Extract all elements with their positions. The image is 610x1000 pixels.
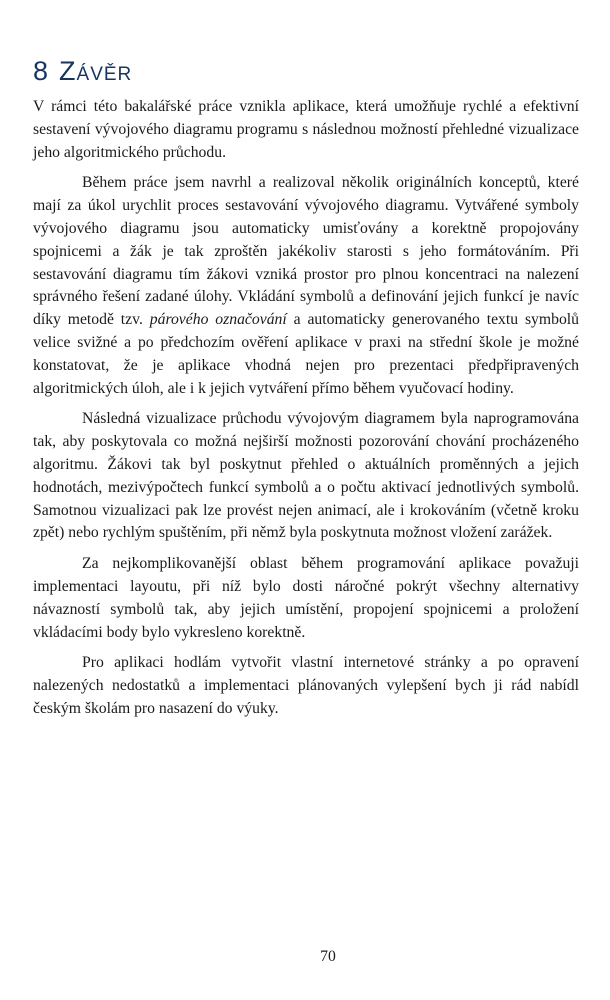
chapter-number: 8 (33, 56, 50, 86)
emphasized-term: párového označování (149, 311, 287, 329)
paragraph-future: Pro aplikaci hodlám vytvořit vlastní internetové stránky a po opravení nalezených nedostatků a implementaci plánovaných vylepšení bych ji rád nabídl českým školám pro nasazení do výuky. (33, 654, 579, 717)
page-number: 70 (320, 948, 336, 965)
document-page (33, 0, 579, 1000)
paragraph-layout: Za nejkomplikovanější oblast během programování aplikace považuji implementaci layoutu, při níž bylo dosti náročné pokrýt všechny alternativy návazností symbolů tak, aby jejich umístění, propojení spojnicemi a proložení vkládacími body bylo vykresleno korektně. (33, 555, 579, 641)
chapter-heading (33, 56, 132, 87)
paragraph-visualization: Následná vizualizace průchodu vývojovým diagramem byla naprogramována tak, aby poskytovala co možná nejširší možnosti pozorování chování procházeného algoritmu. Žákovi tak byl poskytnut přehled o aktuálních proměnných a jejich hodnotách, mezivýpočtech funkcí symbolů a o počtu aktivací jednotlivých symbolů. Samotnou vizualizaci pak lze provést nejen animací, ale i krokováním (včetně kroku zpět) nebo rychlým spuštěním, při němž byla poskytnuta možnost vložení zarážek. (33, 410, 579, 542)
paragraph-intro: V rámci této bakalářské práce vznikla aplikace, která umožňuje rychlé a efektivní sestavení vývojového diagramu programu s následnou možností přehledné vizualizace jeho algoritmického průchodu. (33, 98, 579, 161)
paragraph-concepts-text-after: a automaticky generovaného textu symbolů velice svižné a po předchozím ověření aplikace v praxi na střední škole je možné konstatovat, že je aplikace vhodná nejen pro prezentaci předpřipravených algoritmických úloh, ale i k jejich vytváření přímo během vyučovací hodiny. (33, 311, 579, 397)
paragraph-concepts-text-before: Během práce jsem navrhl a realizoval několik originálních konceptů, které mají za úkol urychlit proces sestavování vývojového diagramu. Vytvářené symboly vývojového diagramu jsou automaticky umisťovány a korektně propojovány spojnicemi a žák je tak zproštěn jakékoliv starosti s jeho formátováním. Při sestavování diagramu tím žákovi vzniká prostor pro plnou koncentraci na nalezení správného řešení zadané úlohy. Vkládání symbolů a definování jejich funkcí je navíc díky metodě tzv. (33, 174, 579, 329)
chapter-title: Závěr (59, 56, 133, 86)
chapter-body (33, 96, 579, 729)
paragraph-concepts (33, 172, 579, 400)
